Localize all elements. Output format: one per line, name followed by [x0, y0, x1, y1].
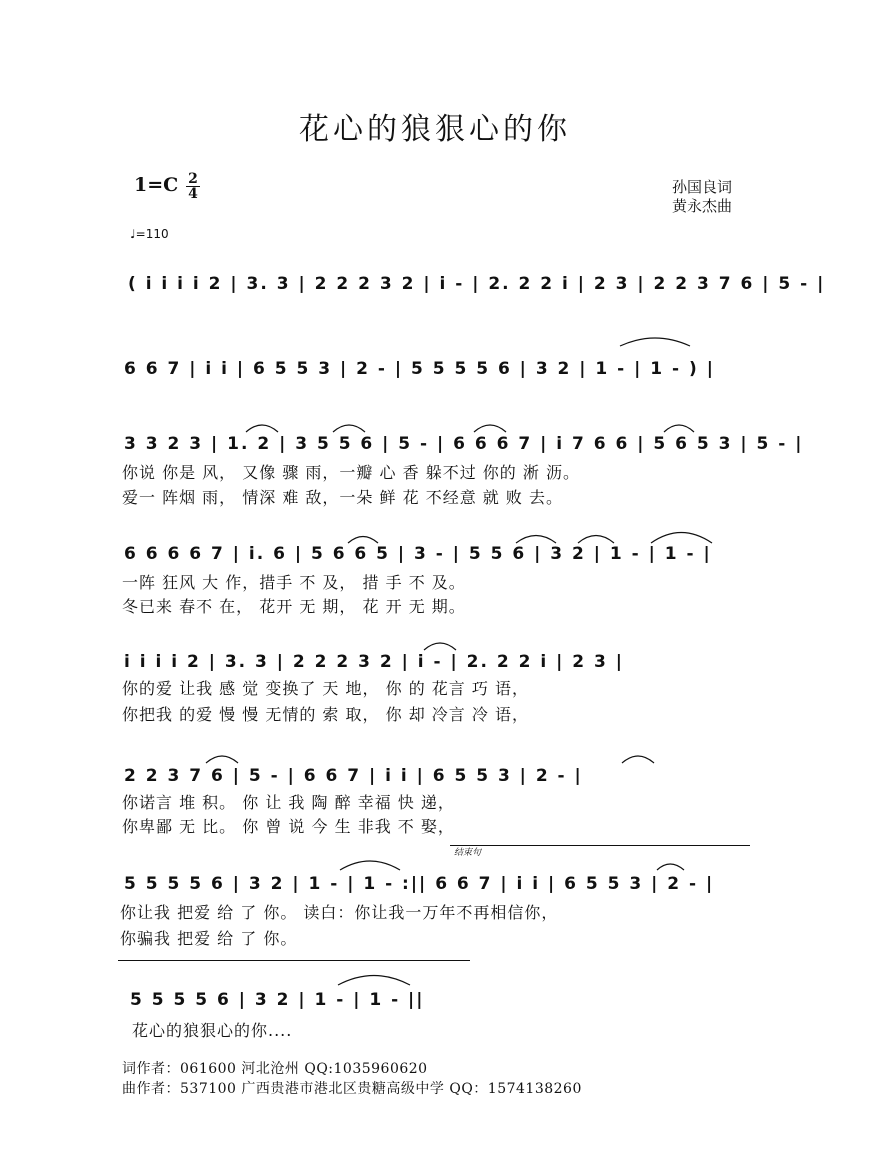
lyric-verse-1: 你诺言 堆 积。 你 让 我 陶 醉 幸福 快 递，	[122, 793, 455, 812]
staff-notes: 6 6 6 6 7 | i. 6 | 5 6 6 5 | 3 - | 5 5 6 | 3 2 | 1 - | 1 - |	[124, 544, 712, 564]
time-signature	[186, 172, 200, 201]
coda-bracket	[118, 960, 470, 961]
lyric-verse-1: 你说 你是 风， 又像 骤 雨，一瓣 心 香 躲不过 你的 淅 沥。	[122, 463, 580, 482]
lyricist-credit: 孙国良词	[672, 178, 733, 196]
staff-notes: i i i i 2 | 3. 3 | 2 2 2 3 2 | i - | 2. 2 2 i | 2 3 |	[124, 652, 624, 672]
lyric-verse-1: 你的爱 让我 感 觉 变换了 天 地， 你 的 花言 巧 语，	[122, 679, 529, 698]
ending-marker: 结束句	[454, 848, 482, 858]
staff-notes: 2 2 3 7 6 | 5 - | 6 6 7 | i i | 6 5 5 3 | 2 - |	[124, 766, 583, 786]
lyric-verse-2: 你把我 的爱 慢 慢 无情的 索 取， 你 却 冷言 冷 语，	[122, 705, 529, 724]
staff-notes: 5 5 5 5 6 | 3 2 | 1 - | 1 - :|| 6 6 7 | i i | 6 5 5 3 | 2 - |	[124, 874, 715, 894]
lyric-verse-2: 爱一 阵烟 雨， 情深 难 敌，一朵 鲜 花 不经意 就 败 去。	[122, 488, 563, 507]
composer-credit: 黄永杰曲	[672, 197, 733, 215]
ending-bracket	[450, 845, 750, 846]
lyric-verse-2: 冬已来 春不 在， 花开 无 期， 花 开 无 期。	[122, 597, 466, 616]
tempo-marking: ♩=110	[130, 227, 169, 241]
time-signature-top: 2	[186, 172, 200, 187]
footer-composer-info: 曲作者：537100 广西贵港市港北区贵糖高级中学 QQ：1574138260	[122, 1081, 582, 1097]
footer-lyricist-info: 词作者：061600 河北沧州 QQ:1035960620	[122, 1061, 428, 1077]
time-signature-bottom: 4	[188, 186, 198, 202]
staff-notes: 6 6 7 | i i | 6 5 5 3 | 2 - | 5 5 5 5 6 | 3 2 | 1 - | 1 - ) |	[124, 359, 715, 379]
lyric-verse-1: 一阵 狂风 大 作，措手 不 及， 措 手 不 及。	[122, 573, 466, 592]
staff-notes: ( i i i i 2 | 3. 3 | 2 2 2 3 2 | i - | 2. 2 2 i | 2 3 | 2 2 3 7 6 | 5 - |	[128, 274, 826, 294]
staff-notes: 5 5 5 5 6 | 3 2 | 1 - | 1 - ||	[130, 990, 425, 1010]
lyric-verse-2: 你卑鄙 无 比。 你 曾 说 今 生 非我 不 娶，	[122, 817, 455, 836]
lyric-verse-2: 你骗我 把爱 给 了 你。	[120, 929, 298, 948]
lyric-verse-1: 你让我 把爱 给 了 你。 读白：你让我一万年不再相信你，	[120, 903, 559, 922]
lyric-ending: 花心的狼狠心的你....	[132, 1021, 293, 1040]
key-signature: 1=C	[134, 174, 179, 196]
song-title: 花心的狼狠心的你	[299, 112, 571, 147]
staff-notes: 3 3 2 3 | 1. 2 | 3 5 5 6 | 5 - | 6 6 6 7 | i 7 6 6 | 5 6 5 3 | 5 - |	[124, 434, 804, 454]
